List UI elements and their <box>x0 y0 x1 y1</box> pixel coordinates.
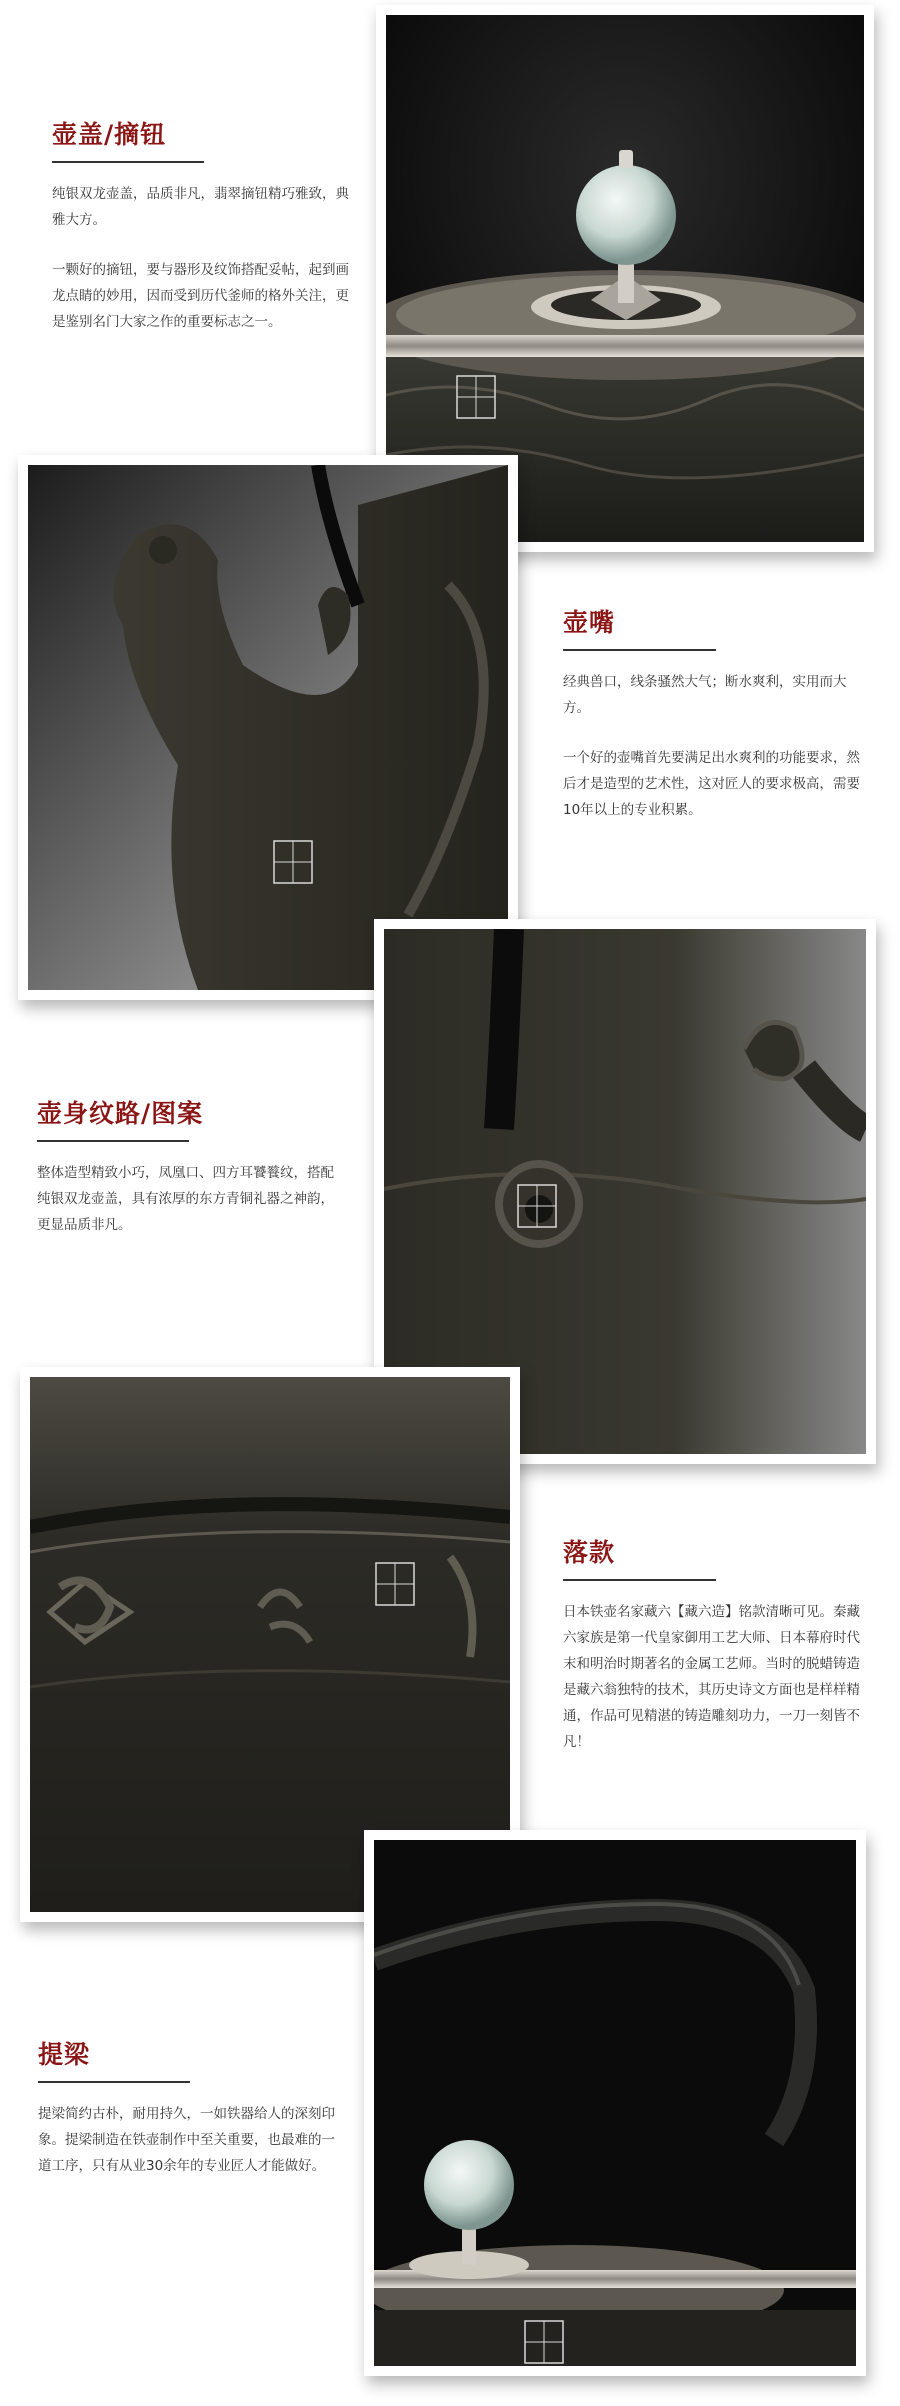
title-underline <box>563 1579 716 1581</box>
section-body <box>563 1599 863 1755</box>
section-body-pattern <box>37 1094 347 1262</box>
section-title: 壶嘴 <box>563 608 616 637</box>
paragraph: 整体造型精致小巧，凤凰口、四方耳饕餮纹，搭配纯银双龙壶盖，具有浓厚的东方青铜礼器之神韵，更显品质非凡。 <box>37 1165 334 1233</box>
handle-photo <box>374 1840 856 2366</box>
section-body <box>38 2101 338 2179</box>
paragraph: 提梁简约古朴，耐用持久，一如铁器给人的深刻印象。提梁制造在铁壶制作中至关重要，也最难的一道工序，只有从业30余年的专业匠人才能做好。 <box>38 2106 335 2174</box>
paragraph: 日本铁壶名家藏六【藏六造】铭款清晰可见。秦藏六家族是第一代皇家御用工艺大师、日本幕府时代末和明治时期著名的金属工艺师。当时的脱蜡铸造是藏六翁独特的技术，其历史诗文方面也是样样精通，作品可见精湛的铸造雕刻功力，一刀一刻皆不凡！ <box>563 1604 860 1750</box>
section-signature <box>563 1533 863 1779</box>
section-spout <box>563 603 863 847</box>
section-lid-knob <box>52 115 352 359</box>
section-body <box>563 669 863 823</box>
spout-photo <box>28 465 508 990</box>
section-body <box>52 181 352 335</box>
paragraph: 一颗好的摘钮，要与器形及纹饰搭配妥帖，起到画龙点睛的妙用，因而受到历代釜师的格外关注，更是鉴别名门大家之作的重要标志之一。 <box>52 262 349 330</box>
datang-collection-seal-icon <box>524 2320 564 2364</box>
section-title: 壶盖/摘钮 <box>52 120 167 149</box>
section-title: 提梁 <box>38 2040 91 2069</box>
section-title: 落款 <box>563 1538 616 1567</box>
paragraph: 纯银双龙壶盖，品质非凡，翡翠摘钮精巧雅致，典雅大方。 <box>52 186 349 228</box>
title-underline <box>52 161 204 163</box>
paragraph: 一个好的壶嘴首先要满足出水爽利的功能要求，然后才是造型的艺术性，这对匠人的要求极高，需要10年以上的专业积累。 <box>563 750 860 818</box>
section-body <box>37 1160 347 1238</box>
handle-photo-frame <box>364 1830 866 2376</box>
title-underline <box>38 2081 190 2083</box>
title-underline <box>563 649 716 651</box>
paragraph: 经典兽口，线条骚然大气；断水爽利，实用而大方。 <box>563 674 847 716</box>
section-title: 壶身纹路/图案 <box>37 1099 204 1128</box>
datang-collection-seal-icon <box>456 375 496 419</box>
datang-collection-seal-icon <box>273 840 313 884</box>
section-handle <box>38 2035 338 2203</box>
datang-collection-seal-icon <box>375 1562 415 1606</box>
title-underline <box>37 1140 189 1142</box>
datang-collection-seal-icon <box>517 1184 557 1228</box>
